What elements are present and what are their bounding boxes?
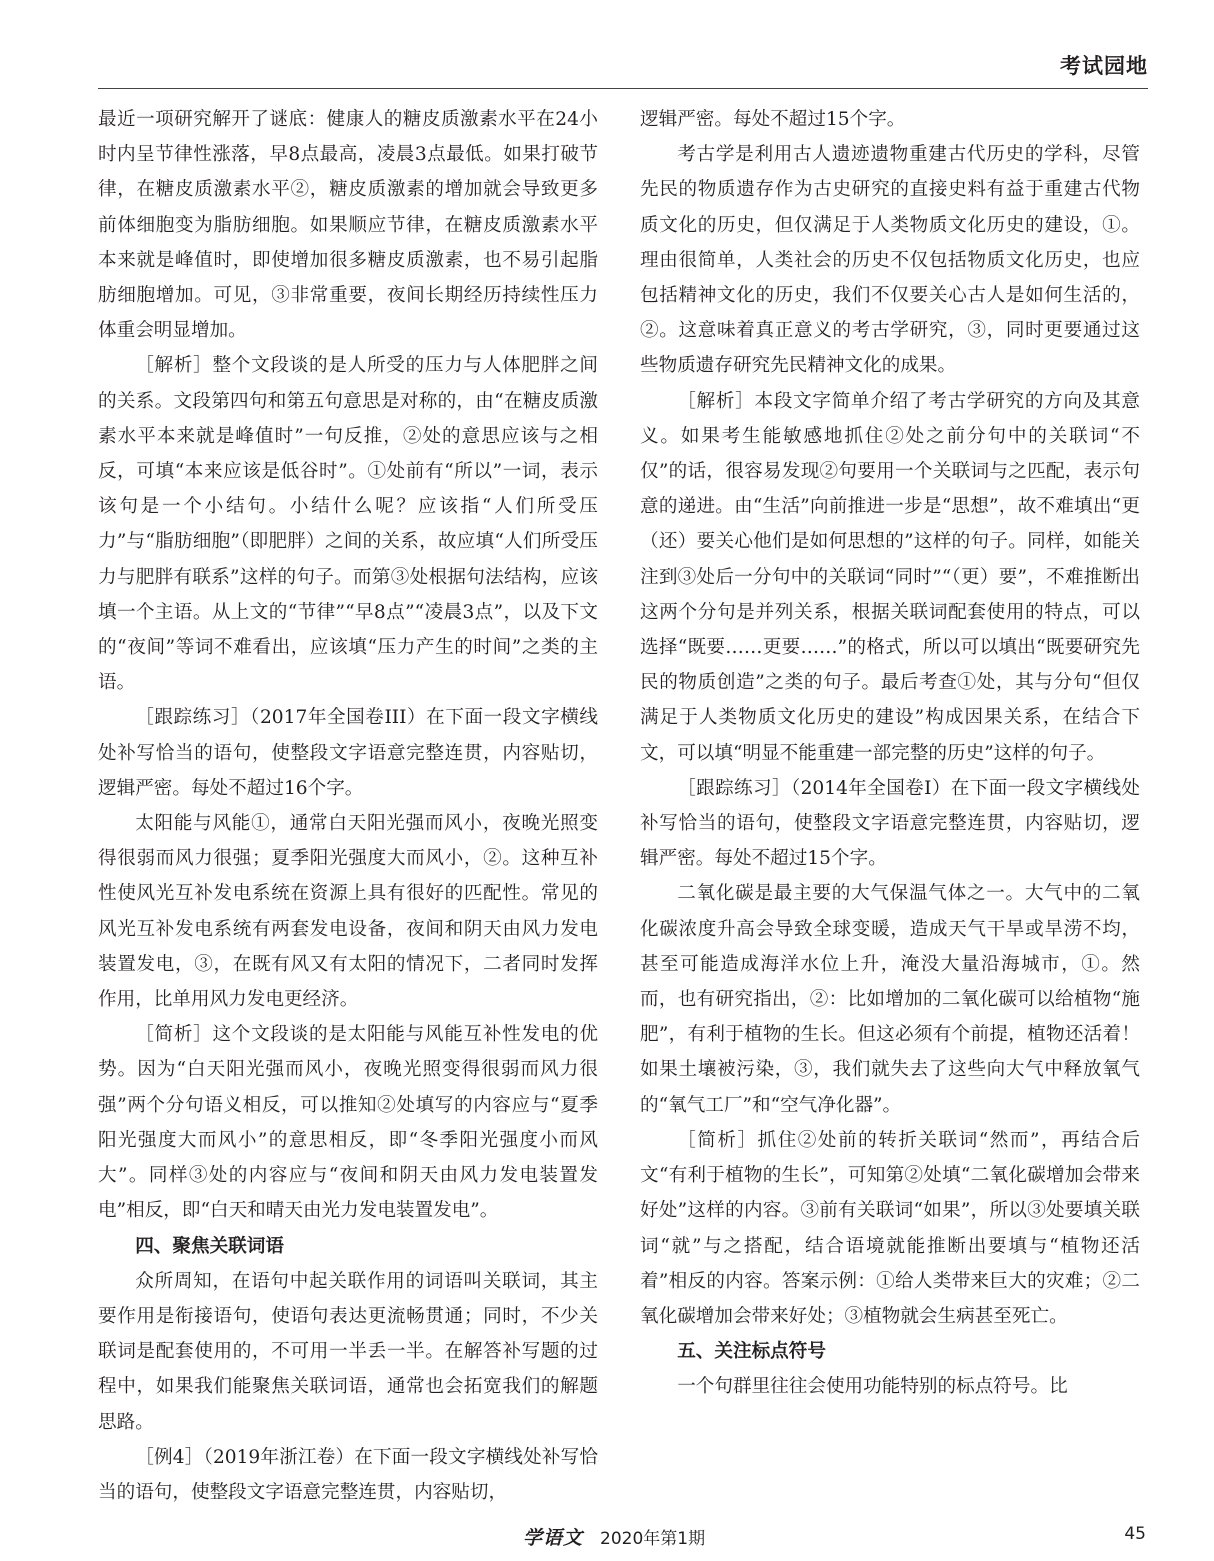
header-divider	[98, 88, 1148, 89]
right-column	[640, 102, 1140, 1405]
paragraph: 逻辑严密。每处不超过15个字。	[640, 109, 906, 130]
issue-label: 2020年第1期	[600, 1529, 706, 1549]
paragraph: 众所周知，在语句中起关联作用的词语叫关联词，其主要作用是衔接语句，使语句表达更流畅贯通；同时，不少关联词是配套使用的，不可用一半丢一半。在解答补写题的过程中，如果我们能聚焦关联词语，通常也会拓宽我们的解题思路。	[98, 1270, 598, 1433]
page-footer	[0, 1523, 1214, 1549]
left-column	[98, 102, 598, 1510]
passage-paragraph: 二氧化碳是最主要的大气保温气体之一。大气中的二氧化碳浓度升高会导致全球变暖，造成天气干旱或旱涝不均，甚至可能造成海洋水位上升，淹没大量沿海城市，①。然而，也有研究指出，②：比如增加的二氧化碳可以给植物“施肥”，有利于植物的生长。但这必须有个前提，植物还活着！如果土壤被污染，③，我们就失去了这些向大气中释放氧气的“氧气工厂”和“空气净化器”。	[640, 883, 1140, 1116]
page-number: 45	[1124, 1524, 1146, 1544]
analysis-paragraph: ［简析］抓住②处前的转折关联词“然而”，再结合后文“有利于植物的生长”，可知第②处填“二氧化碳增加会带来好处”这样的内容。③前有关联词“如果”，所以③处要填关联词“就”与之搭配，结合语境就能推断出要填与“植物还活着”相反的内容。答案示例：①给人类带来巨大的灾难；②二氧化碳增加会带来好处；③植物就会生病甚至死亡。	[640, 1129, 1140, 1327]
journal-name: 学语文	[523, 1527, 584, 1549]
example-paragraph: ［例4］（2019年浙江卷）在下面一段文字横线处补写恰当的语句，使整段文字语意完整连贯，内容贴切，	[98, 1446, 598, 1503]
exercise-paragraph: ［跟踪练习］（2017年全国卷III）在下面一段文字横线处补写恰当的语句，使整段文字语意完整连贯，内容贴切，逻辑严密。每处不超过16个字。	[98, 707, 598, 799]
section-heading: 四、聚焦关联词语	[135, 1235, 284, 1257]
passage-paragraph: 太阳能与风能①，通常白天阳光强而风小，夜晚光照变得很弱而风力很强；夏季阳光强度大而风小，②。这种互补性使风光互补发电系统在资源上具有很好的匹配性。常见的风光互补发电系统有两套发电设备，夜间和阴天由风力发电装置发电，③，在既有风又有太阳的情况下，二者同时发挥作用，比单用风力发电更经济。	[98, 813, 598, 1011]
exercise-paragraph: ［跟踪练习］（2014年全国卷I）在下面一段文字横线处补写恰当的语句，使整段文字语意完整连贯，内容贴切，逻辑严密。每处不超过15个字。	[640, 777, 1140, 870]
passage-paragraph: 考古学是利用古人遗迹遗物重建古代历史的学科，尽管先民的物质遗存作为古史研究的直接史料有益于重建古代物质文化的历史，但仅满足于人类物质文化历史的建设，①。理由很简单，人类社会的历史不仅包括物质文化历史，也应包括精神文化的历史，我们不仅要关心古人是如何生活的，②。这意味着真正意义的考古学研究，③，同时更要通过这些物质遗存研究先民精神文化的成果。	[640, 144, 1140, 377]
analysis-paragraph: ［解析］本段文字简单介绍了考古学研究的方向及其意义。如果考生能敏感地抓住②处之前分句中的关联词“不仅”的话，很容易发现②句要用一个关联词与之匹配，表示句意的递进。由“生活”向前推进一步是“思想”，故不难填出“更（还）要关心他们是如何思想的”这样的句子。同样，如能关注到③处后一分句中的关联词“同时”“（更）要”，不难推断出这两个分句是并列关系，根据关联词配套使用的特点，可以选择“既要……更要……”的格式，所以可以填出“既要研究先民的物质创造”之类的句子。最后考查①处，其与分句“但仅满足于人类物质文化历史的建设”构成因果关系，在结合下文，可以填“明显不能重建一部完整的历史”这样的句子。	[640, 390, 1140, 764]
paragraph: 最近一项研究解开了谜底：健康人的糖皮质激素水平在24小时内呈节律性涨落，早8点最高，凌晨3点最低。如果打破节律，在糖皮质激素水平②，糖皮质激素的增加就会导致更多前体细胞变为脂肪细胞。如果顺应节律，在糖皮质激素水平本来就是峰值时，即使增加很多糖皮质激素，也不易引起脂肪细胞增加。可见，③非常重要，夜间长期经历持续性压力体重会明显增加。	[98, 109, 598, 342]
section-title: 考试园地	[1060, 54, 1148, 78]
paragraph: 一个句群里往往会使用功能特别的标点符号。比	[677, 1376, 1068, 1398]
analysis-paragraph: ［简析］这个文段谈的是太阳能与风能互补性发电的优势。因为“白天阳光强而风小，夜晚光照变得很弱而风力很强”两个分句语义相反，可以推知②处填写的内容应与“夏季阳光强度大而风小”的意思相反，即“冬季阳光强度小而风大”。同样③处的内容应与“夜间和阴天由风力发电装置发电”相反，即“白天和晴天由光力发电装置发电”。	[98, 1024, 598, 1222]
section-heading: 五、关注标点符号	[677, 1341, 826, 1363]
analysis-paragraph: ［解析］整个文段谈的是人所受的压力与人体肥胖之间的关系。文段第四句和第五句意思是对称的，由“在糖皮质激素水平本来就是峰值时”一句反推，②处的意思应该与之相反，可填“本来应该是低谷时”。①处前有“所以”一词，表示该句是一个小结句。小结什么呢？应该指“人们所受压力”与“脂肪细胞”（即肥胖）之间的关系，故应填“人们所受压力与肥胖有联系”这样的句子。而第③处根据句法结构，应该填一个主语。从上文的“节律”“早8点”“凌晨3点”，以及下文的“夜间”等词不难看出，应该填“压力产生的时间”之类的主语。	[98, 355, 598, 694]
